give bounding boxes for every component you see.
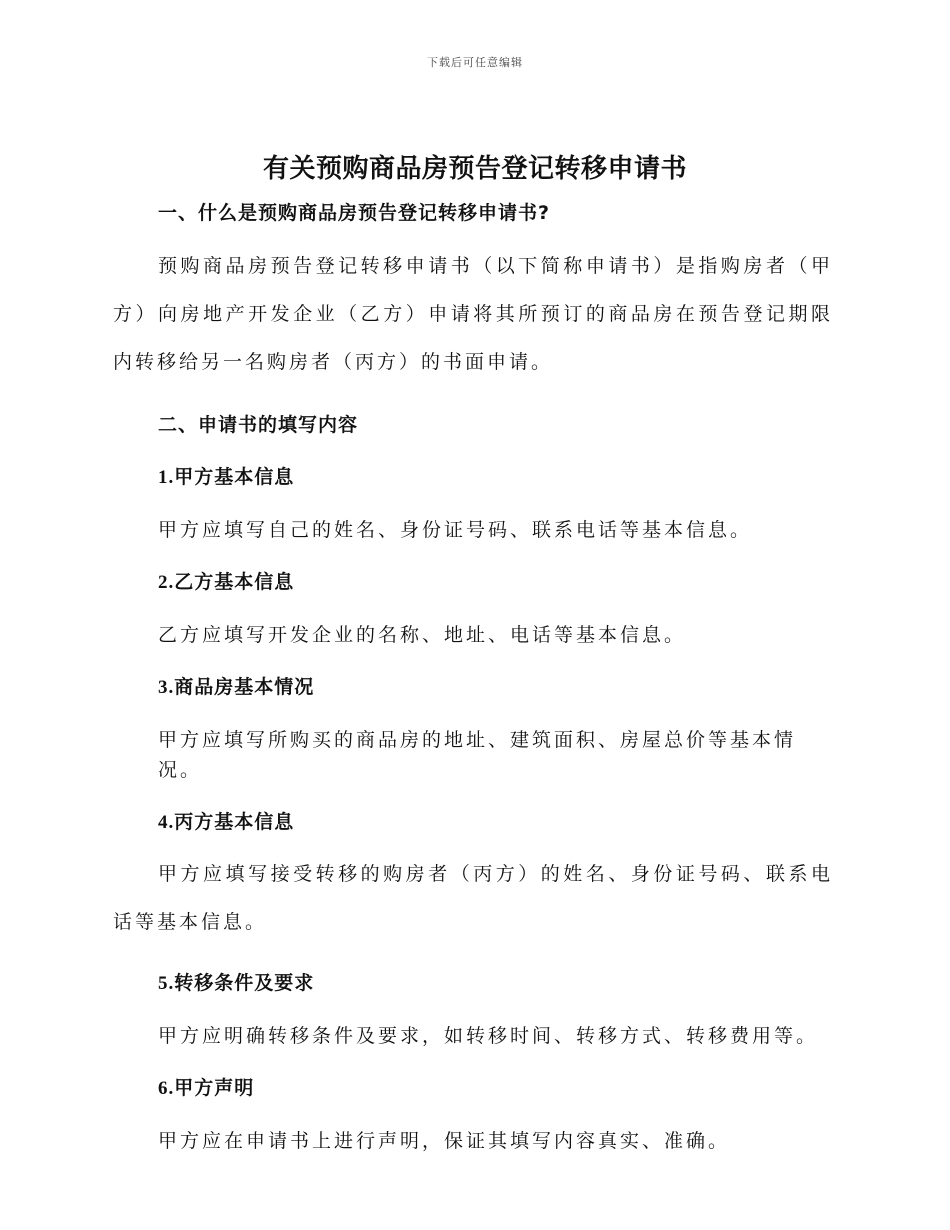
page-header-note: 下载后可任意编辑 (427, 56, 523, 69)
item-title: 丙方基本信息 (174, 811, 295, 833)
document-title: 有关预购商品房预告登记转移申请书 (262, 154, 687, 184)
item-text-6: 甲方应在申请书上进行声明，保证其填写内容真实、准确。 (158, 1130, 731, 1152)
item-number: 4. (158, 812, 175, 833)
item-number: 2. (158, 572, 175, 593)
item-number: 3. (158, 677, 175, 698)
item-text-1: 甲方应填写自己的姓名、身份证号码、联系电话等基本信息。 (158, 519, 753, 541)
item-title: 转移条件及要求 (174, 972, 315, 994)
item-heading-1 (113, 462, 833, 493)
item-title: 乙方基本信息 (174, 571, 295, 593)
item-heading-6 (113, 1073, 833, 1104)
item-number: 6. (158, 1078, 175, 1099)
item-heading-4 (113, 807, 833, 838)
document-body (113, 196, 833, 1156)
item-heading-3 (113, 672, 833, 703)
item-heading-2 (113, 567, 833, 598)
item-number: 5. (158, 973, 175, 994)
item-text-4: 甲方应填写接受转移的购房者（丙方）的姓名、身份证号码、联系电话等基本信息。 (113, 863, 833, 933)
item-text-3: 甲方应填写所购买的商品房的地址、建筑面积、房屋总价等基本情况。 (158, 729, 797, 781)
item-title: 甲方声明 (174, 1077, 255, 1099)
item-text-5: 甲方应明确转移条件及要求，如转移时间、转移方式、转移费用等。 (158, 1025, 819, 1047)
item-title: 甲方基本信息 (174, 466, 295, 488)
section-heading-1: 一、什么是预购商品房预告登记转移申请书? (158, 202, 551, 224)
item-heading-5 (113, 968, 833, 999)
section-1-paragraph: 预购商品房预告登记转移申请书（以下简称申请书）是指购房者（甲方）向房地产开发企业（乙方）申请将其所预订的商品房在预告登记期限内转移给另一名购房者（丙方）的书面申请。 (113, 255, 833, 373)
item-number: 1. (158, 467, 175, 488)
section-heading-2: 二、申请书的填写内容 (158, 414, 359, 436)
item-text-2: 乙方应填写开发企业的名称、地址、电话等基本信息。 (158, 624, 687, 646)
item-title: 商品房基本情况 (174, 676, 315, 698)
